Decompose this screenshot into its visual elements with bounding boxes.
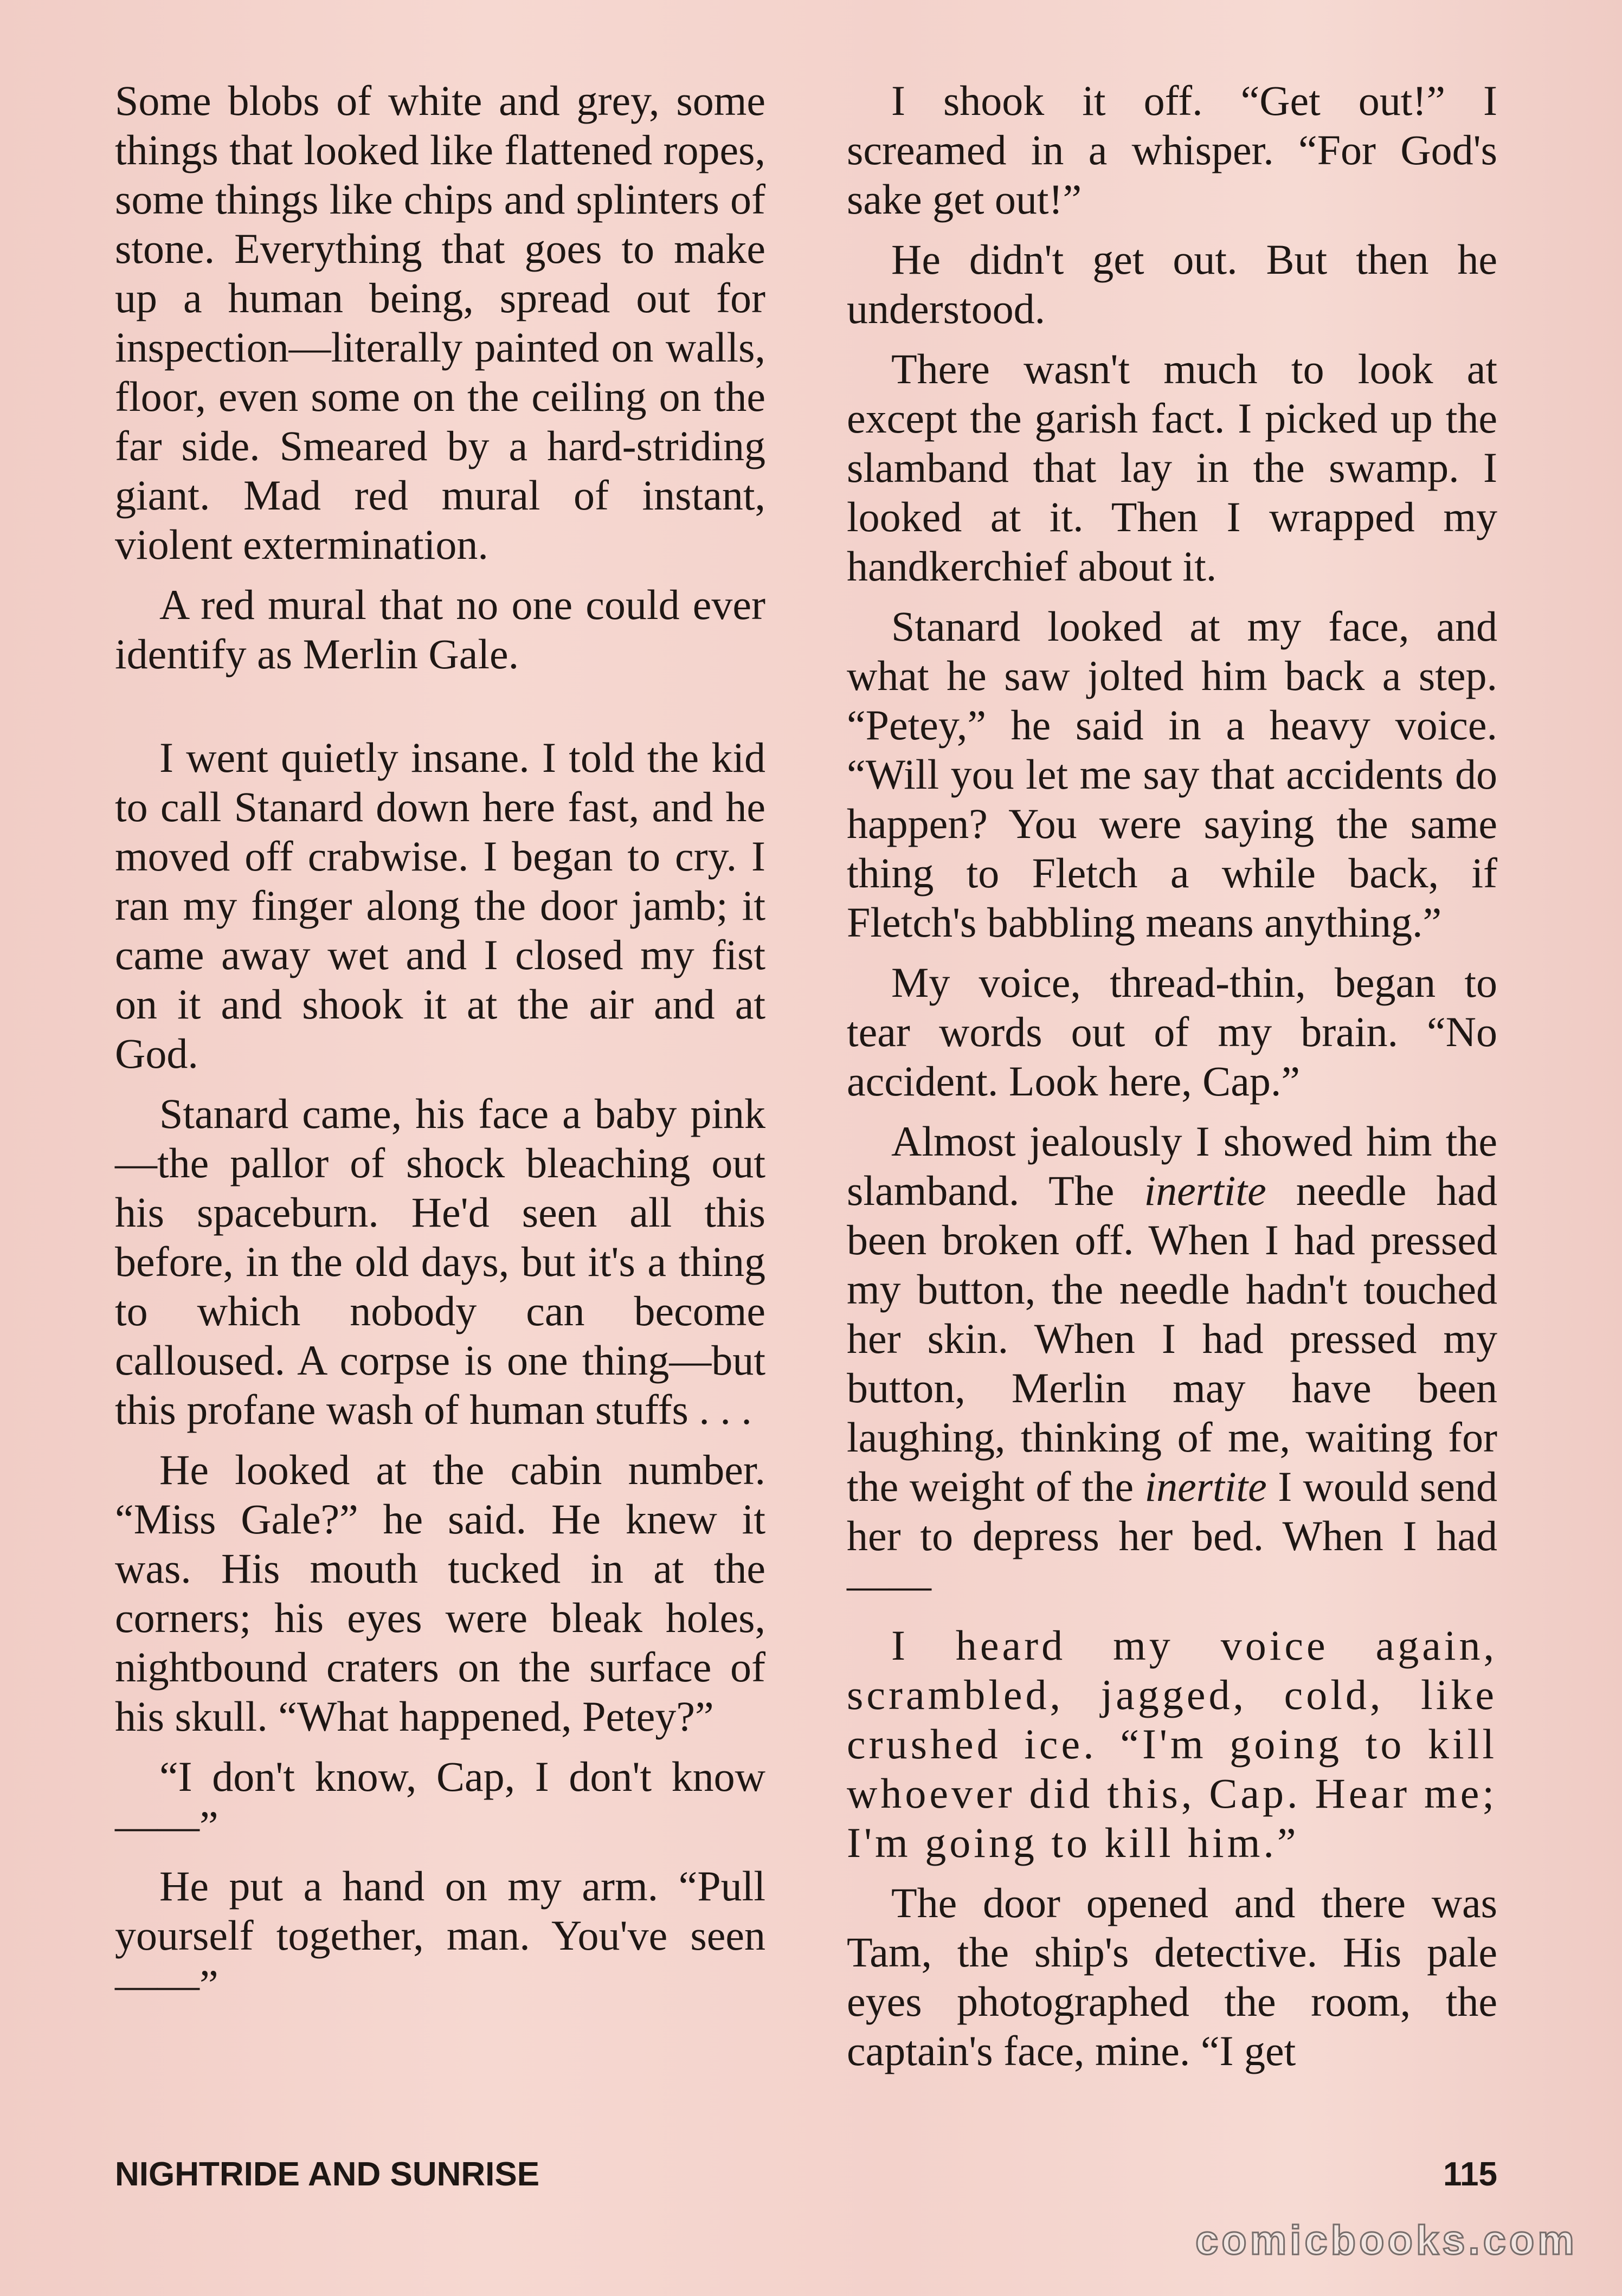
italic-word: inertite <box>1144 1167 1266 1214</box>
paragraph: He put a hand on my arm. “Pull yourself together, man. You've seen——” <box>115 1862 765 2008</box>
text-column-left <box>115 76 765 2020</box>
italic-word: inertite <box>1144 1463 1267 1510</box>
paragraph: The door opened and there was Tam, the ship's detective. His pale eyes photographed the room, the captain's face, mine. “I get <box>847 1879 1497 2074</box>
paragraph: My voice, thread-thin, began to tear words out of my brain. “No accident. Look here, Cap.” <box>847 959 1497 1105</box>
paragraph: I heard my voice again, scrambled, jagged, cold, like crushed ice. “I'm going to kill whoever did this, Cap. Hear me; I'm going to kill him.” <box>847 1622 1497 1866</box>
paragraph: I shook it off. “Get out!” I screamed in a whisper. “For God's sake get out!” <box>847 77 1497 223</box>
text-column-right <box>847 76 1497 2086</box>
paragraph: A red mural that no one could ever identify as Merlin Gale. <box>115 581 765 678</box>
paragraph: I went quietly insane. I told the kid to call Stanard down here fast, and he moved off crabwise. I began to cry. I ran my finger along the door jamb; it came away wet and I closed my fist on it and shook it at the air and at God. <box>115 734 765 1077</box>
paragraph: Stanard came, his face a baby pink—the pallor of shock bleaching out his spaceburn. He'd seen all this before, in the old days, but it's a thing to which nobody can become calloused. A corpse is one thing—but this profane wash of human stuffs . . . <box>115 1090 765 1433</box>
paragraph: Stanard looked at my face, and what he saw jolted him back a step. “Petey,” he said in a heavy voice. “Will you let me say that accidents do happen? You were saying the same thing to Fletch a while back, if Fletch's babbling means anything.” <box>847 603 1497 946</box>
paragraph: There wasn't much to look at except the garish fact. I picked up the slamband that lay in the swamp. I looked at it. Then I wrapped my handkerchief about it. <box>847 345 1497 590</box>
text-run: Almost jealously I showed him the slamband. The <box>847 1118 1497 1214</box>
paragraph: Some blobs of white and grey, some things that looked like flattened ropes, some things like chips and splinters of stone. Everything that goes to make up a human being, spread out for inspection—literally painted on walls, floor, even some on the ceiling on the far side. Smeared by a hard-striding giant. Mad red mural of instant, violent extermination. <box>115 77 765 568</box>
running-title: NIGHTRIDE AND SUNRISE <box>115 2156 540 2193</box>
paragraph <box>847 1117 1497 1610</box>
watermark: comicbooks.com <box>1195 2217 1578 2263</box>
paragraph: He didn't get out. But then he understood. <box>847 236 1497 332</box>
page-number: 115 <box>1443 2156 1497 2193</box>
page-footer <box>115 2153 1497 2196</box>
text-run: I would send her to depress her bed. When I had—— <box>847 1463 1497 1609</box>
paragraph: “I don't know, Cap, I don't know——” <box>115 1753 765 1849</box>
text-run: needle had been broken off. When I had pressed my button, the needle hadn't touched her skin. When I had pressed my button, Merlin may have been laughing, thinking of me, waiting for the weight of the <box>847 1167 1498 1510</box>
paragraph: He looked at the cabin number. “Miss Gale?” he said. He knew it was. His mouth tucked in at the corners; his eyes were bleak holes, nightbound craters on the surface of his skull. “What happened, Petey?” <box>115 1446 765 1740</box>
